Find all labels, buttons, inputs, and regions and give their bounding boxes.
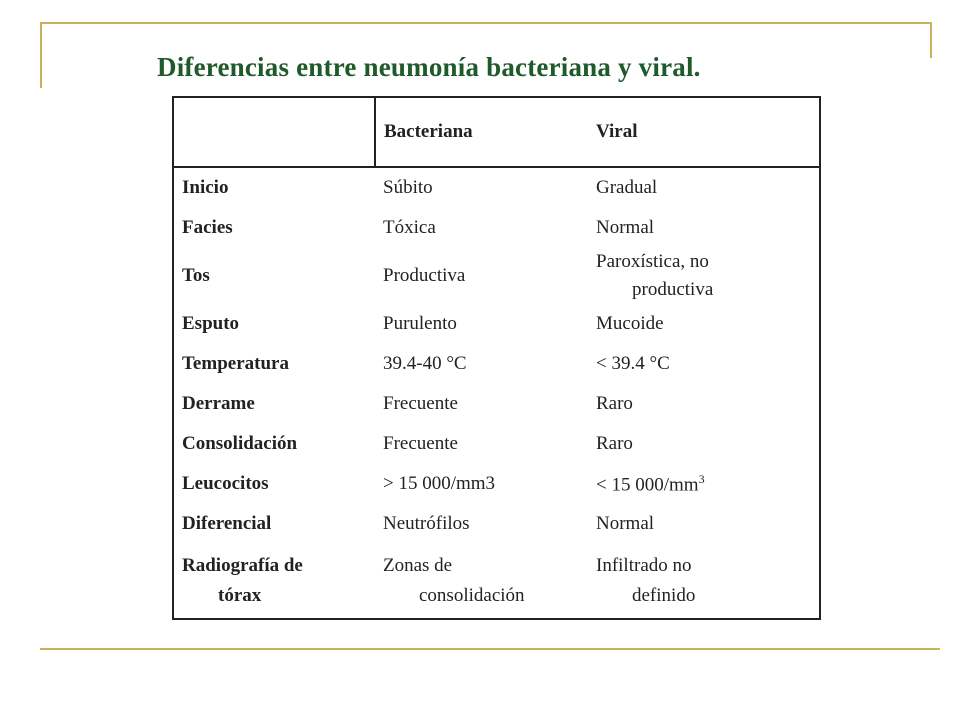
decorative-top-line bbox=[40, 22, 932, 24]
table-row bbox=[173, 304, 820, 344]
viral-cell: Mucoide bbox=[588, 304, 820, 344]
table-row bbox=[173, 344, 820, 384]
comparison-table bbox=[172, 96, 821, 620]
row-label: Consolidación bbox=[173, 424, 375, 464]
viral-cell: Normal bbox=[588, 208, 820, 248]
superscript: 3 bbox=[698, 471, 705, 486]
viral-cell bbox=[588, 464, 820, 504]
table-header-row bbox=[173, 97, 820, 167]
row-label: Facies bbox=[173, 208, 375, 248]
viral-cell: Raro bbox=[588, 424, 820, 464]
bacterial-cell: Tóxica bbox=[383, 217, 436, 238]
row-label: Leucocitos bbox=[173, 464, 375, 504]
row-label-line1: Radiografía de bbox=[182, 555, 303, 576]
viral-cell-line1: Infiltrado no bbox=[596, 555, 692, 576]
table-row bbox=[173, 208, 820, 248]
viral-cell: Gradual bbox=[588, 167, 820, 208]
row-label: Derrame bbox=[173, 384, 375, 424]
bacterial-cell-line2: consolidación bbox=[419, 585, 525, 606]
viral-cell-line2: definido bbox=[632, 585, 696, 606]
table-row bbox=[173, 384, 820, 424]
bacterial-cell: Frecuente bbox=[383, 433, 458, 454]
bacterial-cell: 39.4-40 °C bbox=[383, 353, 467, 374]
slide-title: Diferencias entre neumonía bacteriana y viral. bbox=[157, 52, 701, 82]
viral-cell bbox=[588, 544, 820, 619]
bacterial-cell: > 15 000/mm3 bbox=[383, 473, 496, 494]
decorative-right-line bbox=[930, 22, 932, 58]
viral-cell: < 39.4 °C bbox=[588, 344, 820, 384]
row-label bbox=[173, 544, 375, 619]
viral-cell-text: < 15 000/mm bbox=[596, 474, 699, 496]
viral-cell-line2: productiva bbox=[632, 279, 714, 300]
header-cell-empty bbox=[173, 97, 375, 167]
row-label: Temperatura bbox=[173, 344, 375, 384]
bacterial-cell: Productiva bbox=[383, 265, 466, 286]
table-row bbox=[173, 248, 820, 304]
row-label: Inicio bbox=[173, 167, 375, 208]
viral-cell: Normal bbox=[588, 504, 820, 544]
row-label-line2: tórax bbox=[218, 585, 262, 606]
table-row bbox=[173, 504, 820, 544]
bacterial-cell-line1: Zonas de bbox=[383, 555, 453, 576]
decorative-bottom-line bbox=[40, 648, 940, 650]
row-label: Tos bbox=[173, 248, 375, 304]
viral-cell: Raro bbox=[588, 384, 820, 424]
viral-cell bbox=[588, 248, 820, 304]
bacterial-cell: Frecuente bbox=[383, 393, 458, 414]
table-row bbox=[173, 544, 820, 619]
viral-cell-line1: Paroxística, no bbox=[596, 251, 709, 272]
table-row bbox=[173, 424, 820, 464]
header-cell-viral: Viral bbox=[588, 97, 820, 167]
table-row bbox=[173, 464, 820, 504]
decorative-left-line bbox=[40, 22, 42, 88]
row-label: Diferencial bbox=[173, 504, 375, 544]
row-label: Esputo bbox=[173, 304, 375, 344]
bacterial-cell bbox=[375, 544, 588, 619]
bacterial-cell: Purulento bbox=[383, 313, 457, 334]
bacterial-cell: Neutrófilos bbox=[383, 513, 470, 534]
table-row bbox=[173, 167, 820, 208]
header-cell-bacterial: Bacteriana bbox=[375, 97, 588, 167]
bacterial-cell: Súbito bbox=[383, 177, 433, 198]
